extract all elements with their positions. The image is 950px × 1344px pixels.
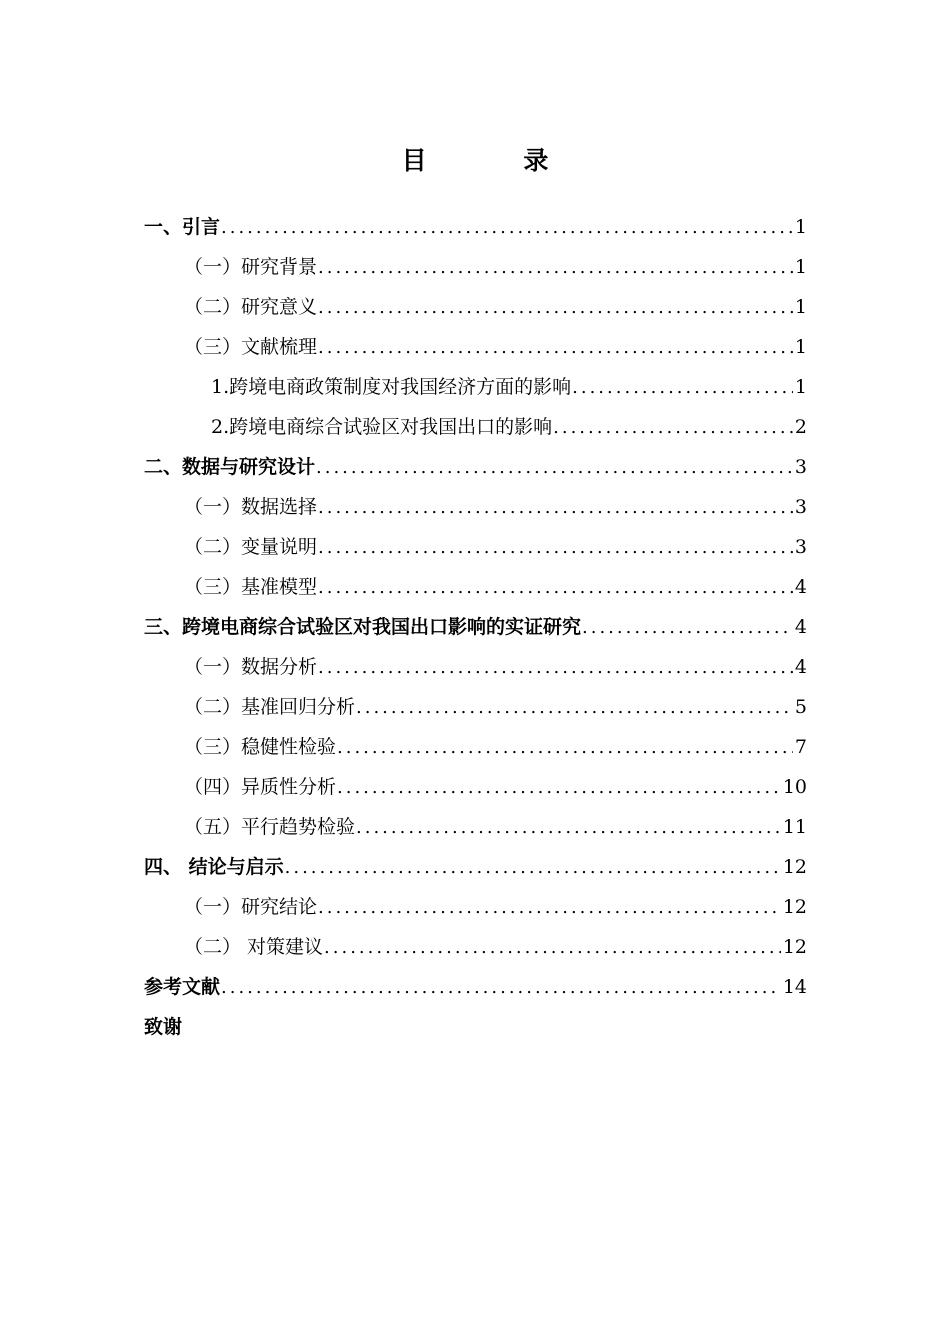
toc-entry-text: 参考文献 (144, 976, 221, 998)
toc-entry[interactable] (144, 687, 807, 727)
toc-dot-leader (221, 208, 793, 248)
toc-entry[interactable] (144, 847, 807, 887)
toc-dot-leader (324, 928, 781, 968)
toc-page-number: 4 (794, 656, 807, 678)
toc-page-number: 4 (794, 576, 807, 598)
toc-dot-leader (337, 768, 781, 808)
toc-dot-leader (318, 328, 793, 368)
toc-entry[interactable] (144, 487, 807, 527)
toc-entry-text: （二）研究意义 (184, 296, 318, 318)
toc-entry[interactable] (144, 327, 807, 367)
toc-page-number: 2 (794, 416, 807, 438)
toc-entry[interactable] (144, 727, 807, 767)
toc-entry[interactable] (144, 287, 807, 327)
toc-entry[interactable] (144, 1007, 807, 1047)
toc-entry[interactable] (144, 887, 807, 927)
toc-entry-text: （二）基准回归分析 (184, 696, 356, 718)
toc-entry-text: 1.跨境电商政策制度对我国经济方面的影响 (211, 376, 572, 398)
toc-entry-text: 二、数据与研究设计 (144, 456, 316, 478)
toc-entry[interactable] (144, 407, 807, 447)
toc-page-number: 3 (794, 456, 807, 478)
toc-dot-leader (582, 608, 793, 648)
toc-entry-text: 四、 结论与启示 (144, 856, 284, 878)
toc-page-number: 7 (794, 736, 807, 758)
toc-dot-leader (356, 808, 781, 848)
toc-entry-text: （二） 对策建议 (184, 936, 324, 958)
toc-entry-text: （三）稳健性检验 (184, 736, 337, 758)
toc-entry-text: （一）数据分析 (184, 656, 318, 678)
toc-dot-leader (318, 288, 793, 328)
toc-page-number: 12 (782, 856, 807, 878)
toc-entry-text: （一）研究结论 (184, 896, 318, 918)
toc-page-number: 1 (794, 216, 807, 238)
toc-page-number: 12 (782, 896, 807, 918)
toc-entry-text: （四）异质性分析 (184, 776, 337, 798)
toc-page-number: 5 (794, 696, 807, 718)
toc-page-number: 1 (794, 296, 807, 318)
toc-entry[interactable] (144, 247, 807, 287)
toc-entry[interactable] (144, 967, 807, 1007)
toc-list (144, 207, 807, 1047)
toc-entry-text: （二）变量说明 (184, 536, 318, 558)
toc-dot-leader (553, 408, 793, 448)
toc-dot-leader (356, 688, 793, 728)
toc-dot-leader (316, 448, 793, 488)
toc-entry[interactable] (144, 367, 807, 407)
toc-dot-leader (337, 728, 793, 768)
toc-dot-leader (318, 248, 793, 288)
toc-dot-leader (318, 488, 793, 528)
toc-page-number: 4 (794, 616, 807, 638)
toc-entry[interactable] (144, 567, 807, 607)
toc-entry[interactable] (144, 807, 807, 847)
toc-entry-text: （三）基准模型 (184, 576, 318, 598)
toc-entry[interactable] (144, 607, 807, 647)
toc-entry-text: （五）平行趋势检验 (184, 816, 356, 838)
toc-page-number: 11 (782, 816, 807, 838)
toc-page-number: 12 (782, 936, 807, 958)
toc-entry-text: （三）文献梳理 (184, 336, 318, 358)
toc-entry[interactable] (144, 207, 807, 247)
toc-page-number: 1 (794, 256, 807, 278)
toc-entry-text: 2.跨境电商综合试验区对我国出口的影响 (211, 416, 553, 438)
toc-dot-leader (221, 968, 781, 1008)
toc-entry-text: （一）数据选择 (184, 496, 318, 518)
toc-dot-leader (318, 888, 781, 928)
toc-entry-text: 致谢 (144, 1016, 183, 1038)
toc-page-number: 1 (794, 336, 807, 358)
toc-page-number: 14 (782, 976, 807, 998)
toc-entry[interactable] (144, 527, 807, 567)
toc-entry-text: 三、跨境电商综合试验区对我国出口影响的实证研究 (144, 616, 582, 638)
toc-dot-leader (318, 648, 793, 688)
toc-dot-leader (318, 528, 793, 568)
toc-entry-text: 一、引言 (144, 216, 221, 238)
toc-dot-leader (572, 368, 793, 408)
toc-entry[interactable] (144, 927, 807, 967)
toc-page-number: 3 (794, 496, 807, 518)
toc-dot-leader (285, 848, 781, 888)
toc-entry[interactable] (144, 447, 807, 487)
toc-dot-leader (318, 568, 793, 608)
toc-page-number: 3 (794, 536, 807, 558)
toc-title: 目 录 (401, 146, 593, 175)
toc-entry[interactable] (144, 647, 807, 687)
toc-entry-text: （一）研究背景 (184, 256, 318, 278)
toc-page-number: 1 (794, 376, 807, 398)
toc-page-number: 10 (782, 776, 807, 798)
toc-entry[interactable] (144, 767, 807, 807)
